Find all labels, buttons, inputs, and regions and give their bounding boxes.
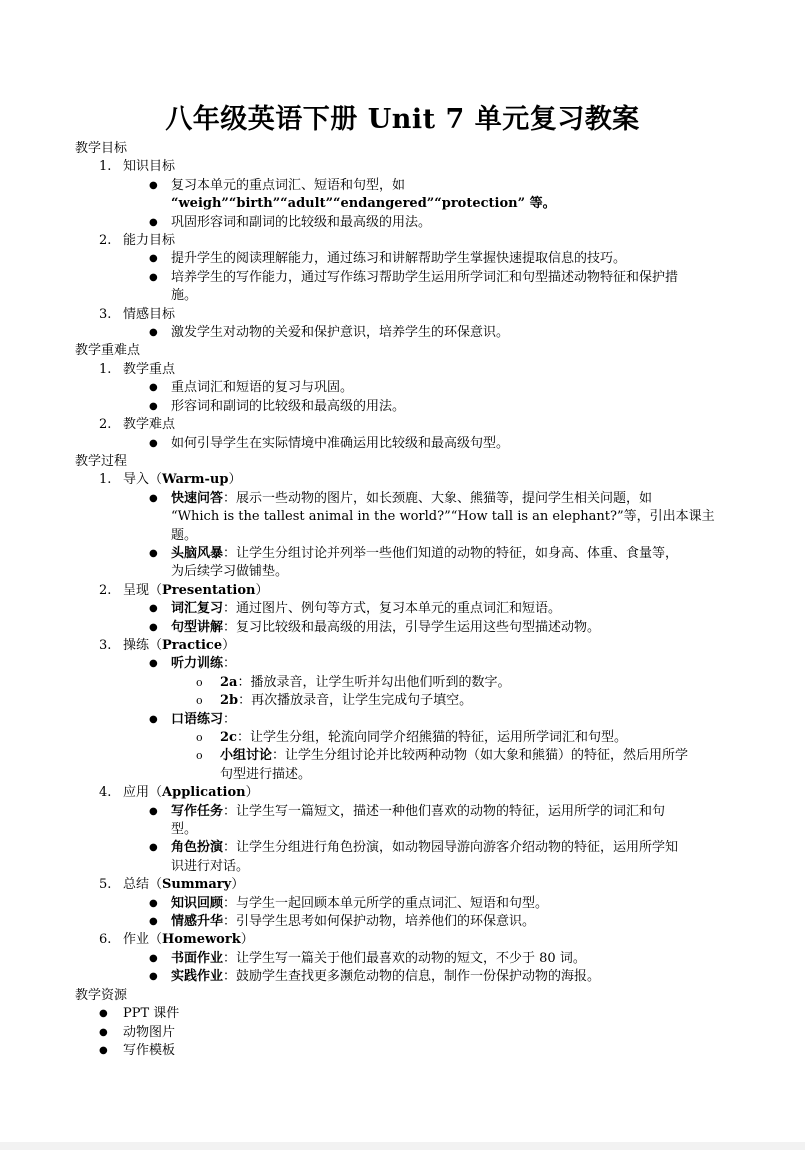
item-label: 呈现（ — [123, 582, 163, 598]
bullet-icon: ● — [149, 916, 158, 928]
bullet-bold: 词汇复习 — [171, 601, 224, 617]
bullet-text: ：引导学生思考如何保护动物，培养他们的环保意识。 — [223, 914, 536, 930]
bullet-colon: ： — [223, 711, 237, 727]
item-label-close: ） — [222, 637, 236, 653]
bullet-item — [75, 545, 735, 582]
list-item — [75, 876, 735, 894]
bullet-text: 形容词和副词的比较级和最高级的用法。 — [171, 398, 406, 414]
bullet-item — [75, 269, 735, 306]
item-label: 操练（ — [123, 637, 163, 653]
list-number: 2. — [99, 233, 112, 249]
item-label-close: ） — [231, 877, 245, 893]
list-number: 3. — [99, 637, 112, 653]
item-label-en: Homework — [162, 932, 241, 948]
bullet-text: 巩固形容词和副词的比较级和最高级的用法。 — [171, 214, 432, 230]
bullet-item — [75, 600, 735, 618]
sub-bold: 2a — [220, 674, 238, 690]
bullet-item — [75, 913, 735, 931]
bullet-icon: ● — [149, 400, 158, 412]
sub-bold: 2b — [220, 693, 239, 709]
item-label-en: Presentation — [162, 582, 256, 598]
item-label: 应用（ — [123, 785, 163, 801]
section-heading-keypoints: 教学重难点 — [75, 343, 141, 359]
list-number: 1. — [99, 159, 112, 175]
section-heading-process: 教学过程 — [75, 453, 128, 469]
list-number: 4. — [99, 785, 112, 801]
item-label-close: ） — [255, 582, 269, 598]
bullet-item — [75, 968, 735, 986]
page-bottom-strip — [0, 1142, 805, 1150]
section-heading-resources: 教学资源 — [75, 987, 128, 1003]
bullet-text-cont: 型。 — [171, 822, 198, 838]
bullet-icon: ● — [149, 437, 158, 449]
resource-text: PPT 课件 — [123, 1006, 180, 1022]
list-item — [75, 471, 735, 489]
section-heading-objectives: 教学目标 — [75, 141, 128, 156]
bullet-text: 激发学生对动物的关爱和保护意识，培养学生的环保意识。 — [171, 325, 510, 341]
item-label-close: ） — [245, 785, 259, 801]
bullet-icon: ● — [149, 382, 158, 394]
bullet-text: ：让学生分组讨论并列举一些他们知道的动物的特征，如身高、体重、食量等， — [223, 545, 679, 561]
item-label-en: Practice — [162, 637, 223, 653]
document-title: 八年级英语下册 Unit 7 单元复习教案 — [165, 104, 640, 135]
list-item — [75, 232, 735, 250]
bullet-text: ：让学生写一篇短文，描述一种他们喜欢的动物的特征，运用所学的词汇和句 — [223, 803, 666, 819]
circle-bullet-icon: o — [196, 694, 203, 708]
bullet-icon: ● — [149, 971, 158, 983]
list-number: 6. — [99, 932, 112, 948]
sub-item — [75, 747, 735, 784]
bullet-bold: 句型讲解 — [171, 619, 224, 635]
bullet-text: 重点词汇和短语的复习与巩固。 — [171, 380, 354, 396]
bullet-bold: 书面作业 — [171, 950, 224, 966]
bullet-text: ：鼓励学生查找更多濒危动物的信息，制作一份保护动物的海报。 — [223, 969, 601, 985]
bullet-icon: ● — [99, 1008, 108, 1020]
resource-text: 写作模板 — [123, 1042, 176, 1058]
bullet-text-cont: “Which is the tallest animal in the world?”“How tall is an elephant?”等，引出本课主题。 — [171, 509, 715, 543]
item-label: 情感目标 — [123, 306, 176, 322]
list-number: 3. — [99, 306, 112, 322]
item-label: 能力目标 — [123, 233, 176, 249]
sub-text: ：再次播放录音，让学生完成句子填空。 — [238, 693, 473, 709]
list-number: 2. — [99, 582, 112, 598]
bullet-text: ：展示一些动物的图片，如长颈鹿、大象、熊猫等，提问学生相关问题，如 — [223, 490, 653, 506]
bullet-icon: ● — [149, 897, 158, 909]
bullet-item — [75, 435, 735, 453]
item-label-en: Application — [162, 785, 246, 801]
bullet-item — [75, 324, 735, 342]
list-item — [75, 931, 735, 949]
bullet-bold: 听力训练 — [171, 656, 224, 672]
bullet-icon: ● — [149, 492, 158, 504]
bullet-item — [75, 379, 735, 397]
item-label-en: Summary — [162, 877, 232, 893]
bullet-bold: 头脑风暴 — [171, 545, 224, 561]
bullet-icon: ● — [149, 327, 158, 339]
bullet-text: ：复习比较级和最高级的用法，引导学生运用这些句型描述动物。 — [223, 619, 601, 635]
resource-item — [75, 1042, 735, 1060]
item-label: 导入（ — [123, 472, 163, 488]
sub-item — [75, 674, 735, 692]
bullet-bold: 知识回顾 — [171, 895, 224, 911]
bullet-bold: 情感升华 — [171, 914, 224, 930]
sub-text: ：让学生分组讨论并比较两种动物（如大象和熊猫）的特征，然后用所学 — [272, 748, 689, 764]
list-item — [75, 784, 735, 802]
list-number: 1. — [99, 472, 112, 488]
item-label-close: ） — [240, 932, 254, 948]
bullet-item — [75, 803, 735, 840]
resource-text: 动物图片 — [123, 1024, 176, 1040]
bullet-bold: 实践作业 — [171, 969, 224, 985]
bullet-text-cont: 为后续学习做铺垫。 — [171, 564, 289, 580]
sub-text: ：让学生分组，轮流向同学介绍熊猫的特征，运用所学词汇和句型。 — [236, 730, 627, 745]
bullet-text: 复习本单元的重点词汇、短语和句型，如 — [171, 177, 406, 193]
bullet-text-keywords: “weigh”“birth”“adult”“endangered”“protection” 等。 — [171, 196, 556, 212]
bullet-icon: ● — [149, 253, 158, 265]
sub-bold: 小组讨论 — [220, 748, 273, 764]
bullet-text: ：让学生分组进行角色扮演，如动物园导游向游客介绍动物的特征，运用所学知 — [223, 840, 679, 856]
resource-item — [75, 1005, 735, 1023]
list-item — [75, 582, 735, 600]
bullet-icon: ● — [149, 271, 158, 283]
item-label-close: ） — [228, 472, 242, 488]
item-label: 作业（ — [123, 932, 163, 948]
circle-bullet-icon: o — [196, 731, 203, 744]
list-number: 1. — [99, 361, 112, 377]
bullet-bold: 写作任务 — [171, 803, 224, 819]
bullet-item — [75, 655, 735, 673]
bullet-text-cont: 识进行对话。 — [171, 858, 250, 874]
bullet-item — [75, 895, 735, 913]
bullet-item — [75, 950, 735, 968]
bullet-item — [75, 839, 735, 876]
bullet-icon: ● — [149, 179, 158, 191]
sub-text-cont: 句型进行描述。 — [220, 766, 312, 782]
bullet-icon: ● — [149, 952, 158, 964]
bullet-icon: ● — [149, 547, 158, 559]
sub-item — [75, 692, 735, 710]
list-item — [75, 306, 735, 324]
bullet-icon: ● — [99, 1026, 108, 1038]
bullet-text: 如何引导学生在实际情境中准确运用比较级和最高级句型。 — [171, 435, 510, 451]
item-label: 教学重点 — [123, 361, 176, 377]
bullet-colon: ： — [223, 656, 237, 672]
bullet-item — [75, 619, 735, 637]
bullet-icon: ● — [99, 1044, 108, 1056]
bullet-bold: 口语练习 — [171, 711, 224, 727]
bullet-icon: ● — [149, 216, 158, 228]
bullet-icon: ● — [149, 713, 158, 725]
bullet-icon: ● — [149, 603, 158, 615]
bullet-item — [75, 250, 735, 268]
bullet-icon: ● — [149, 805, 158, 817]
document-body — [75, 140, 735, 1060]
bullet-icon: ● — [149, 658, 158, 670]
item-label: 总结（ — [123, 877, 163, 893]
bullet-text: 提升学生的阅读理解能力，通过练习和讲解帮助学生掌握快速提取信息的技巧。 — [171, 251, 627, 267]
circle-bullet-icon: o — [196, 749, 203, 763]
bullet-text: ：通过图片、例句等方式，复习本单元的重点词汇和短语。 — [223, 601, 562, 617]
item-label-en: Warm-up — [162, 472, 229, 488]
bullet-text-cont: 施。 — [171, 288, 198, 304]
sub-text: ：播放录音，让学生听并勾出他们听到的数字。 — [237, 674, 511, 690]
bullet-item — [75, 398, 735, 416]
circle-bullet-icon: o — [196, 675, 203, 689]
list-number: 2. — [99, 417, 112, 433]
bullet-item — [75, 711, 735, 729]
item-label: 教学难点 — [123, 417, 176, 433]
list-item — [75, 158, 735, 176]
list-number: 5. — [99, 877, 112, 893]
bullet-item — [75, 177, 735, 214]
bullet-text: ：让学生写一篇关于他们最喜欢的动物的短文，不少于 80 词。 — [223, 950, 586, 966]
list-item — [75, 416, 735, 434]
list-item — [75, 361, 735, 379]
bullet-icon: ● — [149, 842, 158, 854]
bullet-text: 培养学生的写作能力，通过写作练习帮助学生运用所学词汇和句型描述动物特征和保护措 — [171, 269, 679, 285]
bullet-bold: 快速问答 — [171, 490, 224, 506]
sub-bold: 2c — [220, 730, 237, 745]
resource-item — [75, 1024, 735, 1042]
bullet-item — [75, 490, 735, 545]
item-label: 知识目标 — [123, 159, 176, 175]
sub-item — [75, 729, 735, 747]
bullet-icon: ● — [149, 621, 158, 633]
bullet-text: ：与学生一起回顾本单元所学的重点词汇、短语和句型。 — [223, 895, 549, 911]
bullet-bold: 角色扮演 — [171, 840, 224, 856]
bullet-item — [75, 214, 735, 232]
list-item — [75, 637, 735, 655]
